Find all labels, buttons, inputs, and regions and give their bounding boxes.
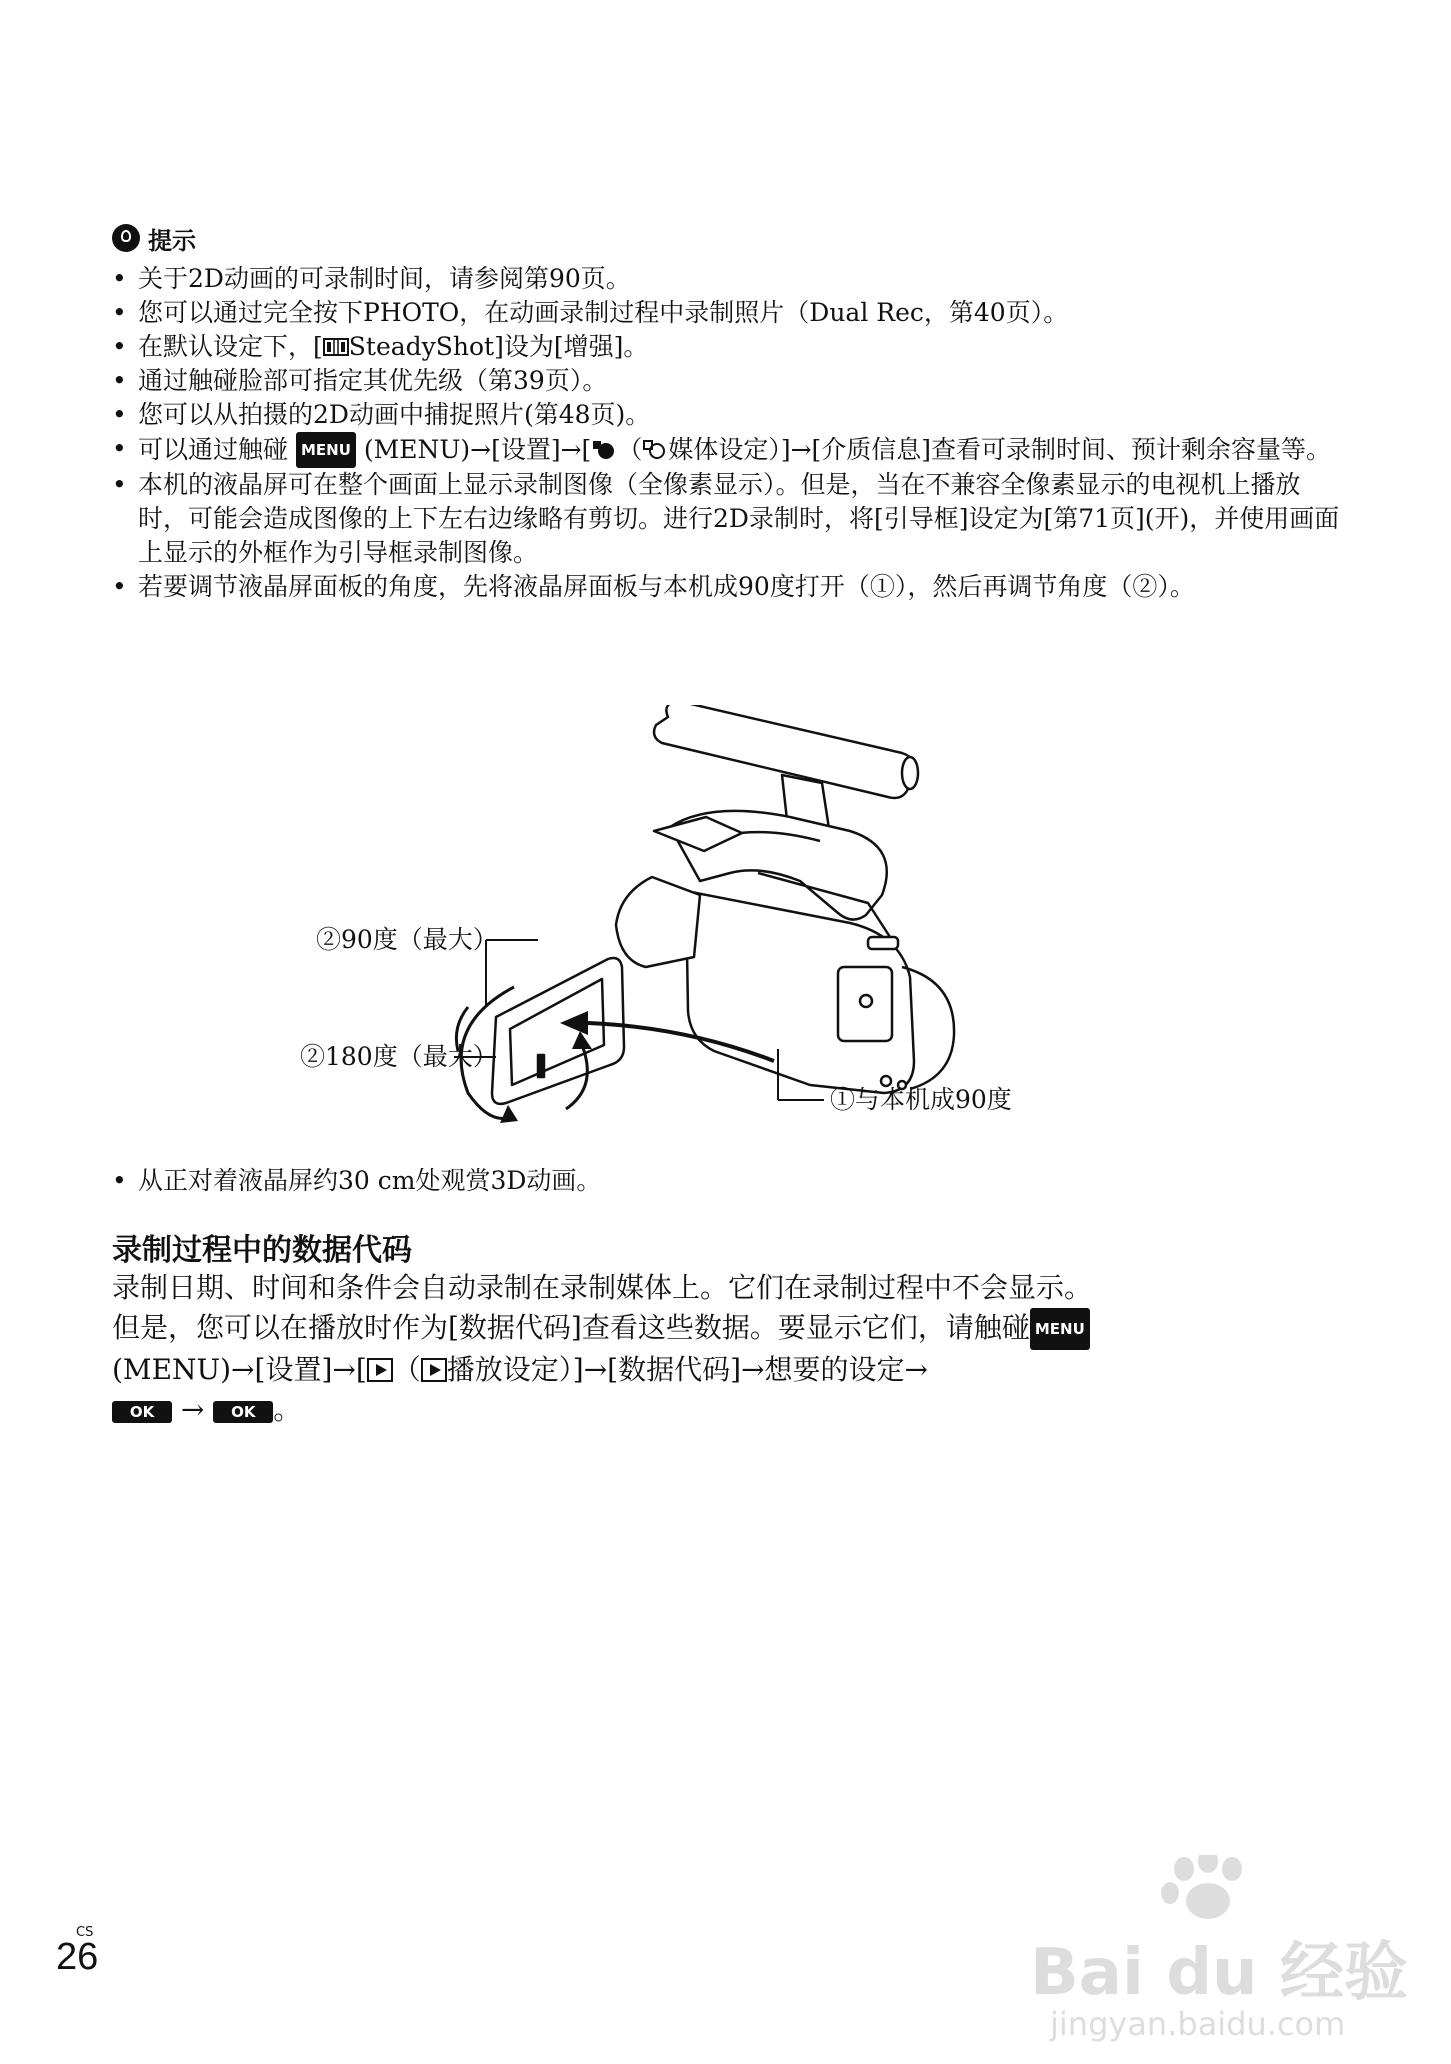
list-item: • 若要调节液晶屏面板的角度，先将液晶屏面板与本机成90度打开（①），然后再调节角度（②）。 <box>112 570 1342 604</box>
lightbulb-icon <box>112 224 140 252</box>
list-item: • 可以通过触碰 MENU (MENU)→[设置]→[ （ 媒体设定）]→[介质信息]查看可录制时间、预计剩余容量等。 <box>112 432 1342 468</box>
list-item: • 本机的液晶屏可在整个画面上显示录制图像（全像素显示）。但是，当在不兼容全像素显示的电视机上播放时，可能会造成图像的上下左右边缘略有剪切。进行2D录制时，将[引导框]设定为[第71页](开)，并使用画面上显示的外框作为引导框录制图像。 <box>112 468 1342 570</box>
watermark-url: jingyan.baidu.com <box>1050 2005 1346 2043</box>
list-item: • 通过触碰脸部可指定其优先级（第39页）。 <box>112 364 1342 398</box>
tips-heading: 提示 <box>148 226 196 255</box>
camcorder-lcd-diagram <box>290 705 1070 1125</box>
menu-badge: MENU <box>296 432 356 468</box>
playback-icon <box>367 1358 393 1382</box>
menu-badge: MENU <box>1030 1308 1090 1350</box>
body-line: (MENU)→[设置]→[ （ 播放设定）]→[数据代码]→想要的设定→ <box>112 1353 928 1386</box>
section-title: 录制过程中的数据代码 <box>112 1233 412 1268</box>
ok-button: OK <box>112 1401 172 1423</box>
body-line: OK → OK 。 <box>112 1390 1342 1430</box>
ok-button: OK <box>213 1401 273 1423</box>
tips-list-after <box>112 1164 1342 1198</box>
media-settings-icon <box>591 439 617 461</box>
language-code: CS <box>76 1925 94 1940</box>
watermark-brand: Bai du 经验 <box>1030 1936 1408 2010</box>
list-item: • 在默认设定下，[ SteadyShot]设为[增强]。 <box>112 330 1342 364</box>
page-number: 26 <box>56 1936 99 1978</box>
list-item: • 您可以从拍摄的2D动画中捕捉照片(第48页)。 <box>112 398 1342 432</box>
playback-icon <box>421 1358 447 1382</box>
baidu-watermark <box>1020 1855 1408 2055</box>
media-settings-icon <box>642 439 668 461</box>
list-item: • 从正对着液晶屏约30 cm处观赏3D动画。 <box>112 1164 1342 1198</box>
label-180-degrees: ②180度（最大） <box>300 1042 498 1071</box>
label-90-degrees: ②90度（最大） <box>316 925 498 954</box>
body-line: 录制日期、时间和条件会自动录制在录制媒体上。它们在录制过程中不会显示。 <box>112 1271 1093 1304</box>
body-line: 但是，您可以在播放时作为[数据代码]查看这些数据。要显示它们，请触碰 MENU <box>112 1308 1342 1350</box>
section-body <box>112 1268 1342 1430</box>
label-open-90: ①与本机成90度 <box>830 1085 1012 1114</box>
film-icon <box>323 336 349 358</box>
list-item: • 关于2D动画的可录制时间，请参阅第90页。 <box>112 262 1342 296</box>
tips-list <box>112 262 1342 604</box>
list-item: • 您可以通过完全按下PHOTO，在动画录制过程中录制照片（Dual Rec，第40页）。 <box>112 296 1342 330</box>
tips-header <box>112 222 196 254</box>
